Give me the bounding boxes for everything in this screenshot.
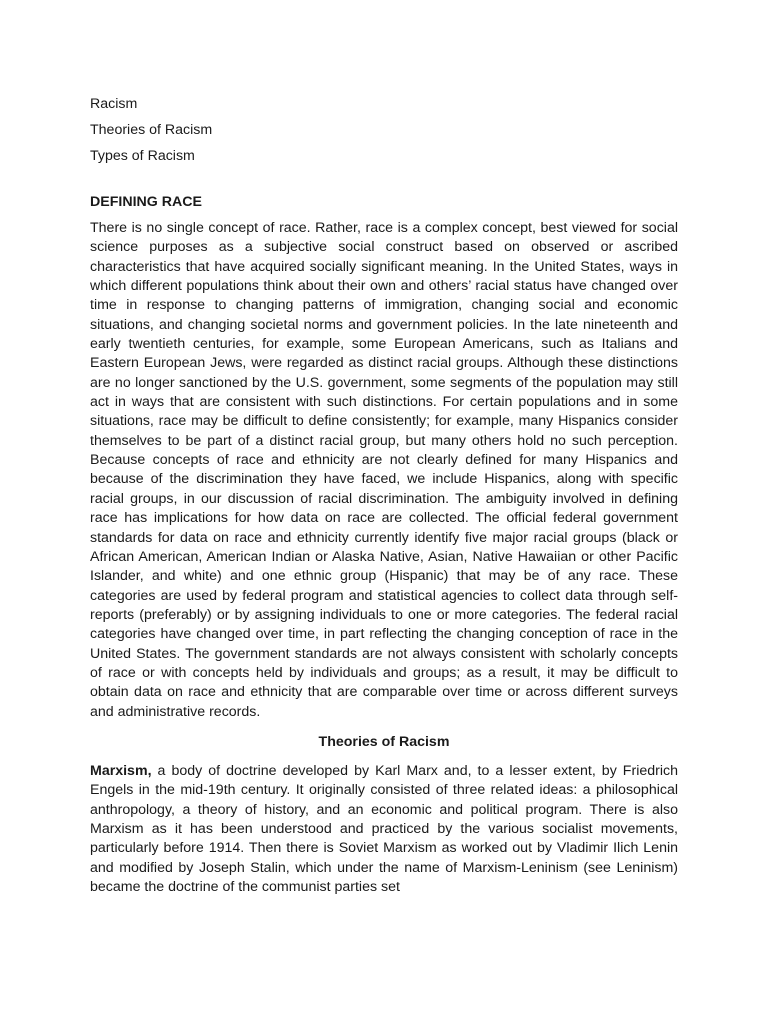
marxism-paragraph	[90, 762, 678, 897]
theories-of-racism-heading: Theories of Racism	[318, 733, 450, 750]
toc-item-racism: Racism	[90, 96, 138, 112]
defining-race-paragraph: There is no single concept of race. Rather, race is a complex concept, best viewed for social science purposes as a subjective social construct based on observed or ascribed characteristics that have acquired socially significant meaning. In the United States, ways in which different populations think about their own and others’ racial status have changed over time in response to changing patterns of immigration, changing social and economic situations, and changing societal norms and government policies. In the late nineteenth and early twentieth centuries, for example, some European Americans, such as Italians and Eastern European Jews, were regarded as distinct racial groups. Although these distinctions are no longer sanctioned by the U.S. government, some segments of the population may still act in ways that are consistent with such distinctions. For certain populations and in some situations, race may be difficult to define consistently; for example, many Hispanics consider themselves to be part of a distinct racial group, but many others hold no such perception. Because concepts of race and ethnicity are not clearly defined for many Hispanics and because of the discrimination they have faced, we include Hispanics, along with specific racial groups, in our discussion of racial discrimination. The ambiguity involved in defining race has implications for how data on race are collected. The official federal government standards for data on race and ethnicity currently identify five major racial groups (black or African American, American Indian or Alaska Native, Asian, Native Hawaiian or other Pacific Islander, and white) and one ethnic group (Hispanic) that may be of any race. These categories are used by federal program and statistical agencies to collect data through self-reports (preferably) or by assigning individuals to one or more categories. The federal racial categories have changed over time, in part reflecting the changing conception of race in the United States. The government standards are not always consistent with scholarly concepts of race or with concepts held by individuals and groups; as a result, it may be difficult to obtain data on race and ethnicity that are comparable over time or across different surveys and administrative records.	[90, 220, 678, 720]
marxism-body: a body of doctrine developed by Karl Marx and, to a lesser extent, by Friedrich Engels in the mid-19th century. It originally consisted of three related ideas: a philosophical anthropology, a theory of history, and an economic and political program. There is also Marxism as it has been understood and practiced by the various socialist movements, particularly before 1914. Then there is Soviet Marxism as worked out by Vladimir Ilich Lenin and modified by Joseph Stalin, which under the name of Marxism-Leninism (see Leninism) became the doctrine of the communist parties set	[90, 762, 678, 895]
toc-item-types-of-racism: Types of Racism	[90, 148, 195, 164]
defining-race-heading: DEFINING RACE	[90, 194, 202, 210]
document-page	[90, 91, 678, 897]
marxism-term: Marxism,	[90, 762, 152, 779]
toc-item-theories-of-racism: Theories of Racism	[90, 122, 213, 138]
